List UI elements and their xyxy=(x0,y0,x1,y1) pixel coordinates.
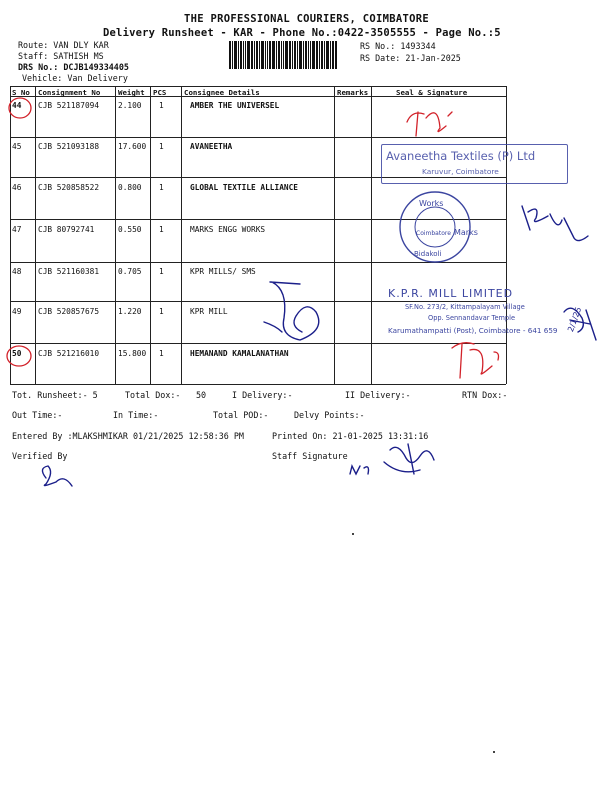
row-sno: 50 xyxy=(12,349,22,358)
row-weight: 0.550 xyxy=(118,225,142,234)
row-sno: 48 xyxy=(12,267,22,276)
runsheet-title: Delivery Runsheet - KAR - Phone No.:0422-3505555 - Page No.:5 xyxy=(103,27,501,39)
blue-signature-49 xyxy=(264,282,319,340)
row-pcs: 1 xyxy=(159,142,164,151)
rtn-dox: RTN Dox:- xyxy=(462,390,508,400)
header-pcs: PCS xyxy=(153,88,167,97)
avaneetha-stamp xyxy=(381,144,568,184)
kpr-stamp-name: K.P.R. MILL LIMITED xyxy=(388,287,514,300)
row-pcs: 1 xyxy=(159,183,164,192)
row-weight: 0.800 xyxy=(118,183,142,192)
marks-seal-right: Marks xyxy=(454,228,478,237)
header-consignee: Consignee Details xyxy=(184,88,260,97)
row-weight: 1.220 xyxy=(118,307,142,316)
drs-number: DRS No.: DCJB149334405 xyxy=(18,62,129,72)
header-remarks: Remarks xyxy=(337,88,369,97)
row-sno: 47 xyxy=(12,225,22,234)
header-consignment: Consignment No xyxy=(38,88,101,97)
total-dox-value: 50 xyxy=(196,390,207,400)
header-sno: S No xyxy=(12,88,30,97)
tot-runsheet: Tot. Runsheet:- 5 xyxy=(12,390,98,400)
i-delivery: I Delivery:- xyxy=(232,390,293,400)
row-pcs: 1 xyxy=(159,349,164,358)
rs-date: RS Date: 21-Jan-2025 xyxy=(360,53,461,63)
company-name: THE PROFESSIONAL COURIERS, COIMBATORE xyxy=(184,13,429,25)
kpr-handwritten-date: 2/1/25 xyxy=(566,305,584,334)
verified-by-label: Verified By xyxy=(12,451,68,461)
row-pcs: 1 xyxy=(159,307,164,316)
ii-delivery: II Delivery:- xyxy=(345,390,411,400)
rs-number: RS No.: 1493344 xyxy=(360,41,436,51)
in-time: In Time:- xyxy=(113,410,159,420)
row-weight: 17.600 xyxy=(118,142,147,151)
row-consignee: MARKS ENGG WORKS xyxy=(190,225,266,234)
row-consignee: AVANEETHA xyxy=(190,142,233,151)
row-pcs: 1 xyxy=(159,267,164,276)
row-sno: 46 xyxy=(12,183,22,192)
scan-speck xyxy=(493,751,495,753)
row-consignee: GLOBAL TEXTILE ALLIANCE xyxy=(190,183,298,192)
kpr-stamp-line1: SF.No. 273/2, Kittampalayam Village xyxy=(405,303,525,311)
entered-by: Entered By :MLAKSHMIKAR 01/21/2025 12:58:36 PM xyxy=(12,431,244,441)
row-consignment: CJB 521160381 xyxy=(38,267,100,276)
route-label: Route: VAN DLY KAR xyxy=(18,40,109,50)
row-consignment: CJB 520858522 xyxy=(38,183,100,192)
row-consignment: CJB 521216010 xyxy=(38,349,100,358)
row-consignment: CJB 520857675 xyxy=(38,307,100,316)
staff-signature-mark xyxy=(384,444,434,474)
staff-signature-label: Staff Signature xyxy=(272,451,348,461)
kpr-stamp-line3: Karumathampatti (Post), Coimbatore - 641 659 xyxy=(388,326,558,335)
row-weight: 2.100 xyxy=(118,101,142,110)
row-weight: 15.800 xyxy=(118,349,147,358)
staff-label: Staff: SATHISH MS xyxy=(18,51,104,61)
row-sno: 49 xyxy=(12,307,22,316)
row-consignee: AMBER THE UNIVERSEL xyxy=(190,101,280,110)
marks-seal-bottom: Bidakoli xyxy=(414,250,442,258)
verified-signature xyxy=(42,466,72,486)
row-consignment: CJB 521093188 xyxy=(38,142,100,151)
red-signature-44 xyxy=(407,112,452,136)
row-consignee: KPR MILL xyxy=(190,307,228,316)
avaneetha-stamp-name: Avaneetha Textiles (P) Ltd xyxy=(386,149,536,163)
row-pcs: 1 xyxy=(159,101,164,110)
vehicle-label: Vehicle: Van Delivery xyxy=(22,73,128,83)
delvy-points: Delvy Points:- xyxy=(294,410,365,420)
total-pod: Total POD:- xyxy=(213,410,269,420)
kpr-stamp-line2: Opp. Sennandavar Temple xyxy=(428,314,516,322)
row-sno: 44 xyxy=(12,101,22,110)
printed-on: Printed On: 21-01-2025 13:31:16 xyxy=(272,431,429,441)
avaneetha-stamp-place: Karuvur, Coimbatore xyxy=(422,167,499,176)
red-signature-50 xyxy=(452,343,499,378)
scan-speck xyxy=(352,533,354,535)
row-consignment: CJB 521187094 xyxy=(38,101,100,110)
circle-mark-50 xyxy=(7,346,31,366)
marks-seal-center: Coimbatore xyxy=(416,230,451,237)
blue-signature-47 xyxy=(522,206,588,241)
out-time: Out Time:- xyxy=(12,410,63,420)
circle-mark-44 xyxy=(9,98,31,118)
row-pcs: 1 xyxy=(159,225,164,234)
row-consignment: CJB 80792741 xyxy=(38,225,95,234)
header-seal: Seal & Signature xyxy=(396,88,468,97)
marks-seal-top: Works xyxy=(419,199,444,208)
total-dox-label: Total Dox:- xyxy=(125,390,181,400)
staff-initials xyxy=(350,466,369,474)
row-consignee: KPR MILLS/ SMS xyxy=(190,267,256,276)
row-consignee: HEMANAND KAMALANATHAN xyxy=(190,349,289,358)
row-sno: 45 xyxy=(12,142,22,151)
row-weight: 0.705 xyxy=(118,267,142,276)
header-weight: Weight xyxy=(118,88,145,97)
